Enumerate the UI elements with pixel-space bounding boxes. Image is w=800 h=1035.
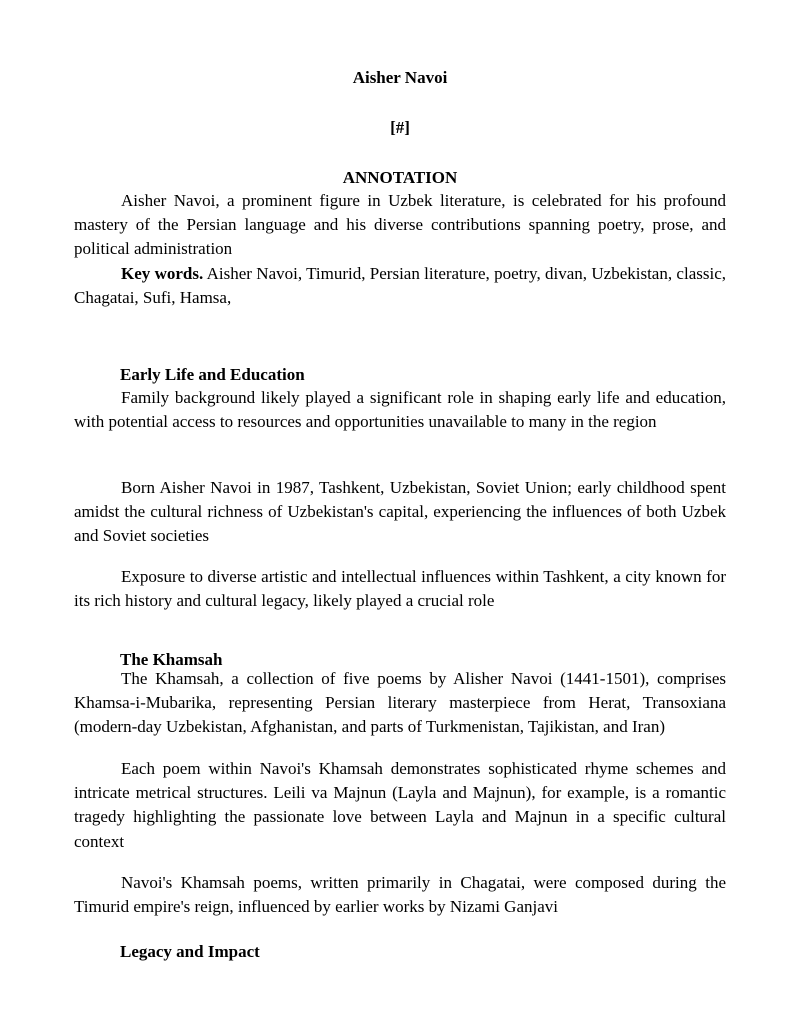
early-life-paragraph-1: Family background likely played a significant role in shaping early life and education, with potential access to resources and opportunities unavailable to many in the region (74, 388, 726, 432)
section-heading-khamsah: The Khamsah (120, 650, 223, 669)
early-life-paragraph-2: Born Aisher Navoi in 1987, Tashkent, Uzbekistan, Soviet Union; early childhood spent amidst the cultural richness of Uzbekistan's capital, experiencing the influences of both Uzbek and Soviet societies (74, 478, 726, 546)
document-title: Aisher Navoi (352, 68, 448, 87)
annotation-paragraph: Aisher Navoi, a prominent figure in Uzbek literature, is celebrated for his profound mastery of the Persian language and his diverse contributions spanning poetry, prose, and political administration (74, 191, 726, 259)
keywords-label: Key words. (121, 264, 204, 283)
keywords-paragraph (74, 262, 726, 310)
keywords-text: Aisher Navoi, Timurid, Persian literature, poetry, divan, Uzbekistan, classic, Chagatai, Sufi, Hamsa, (74, 264, 726, 308)
section-heading-legacy: Legacy and Impact (120, 942, 260, 961)
khamsah-paragraph-2: Each poem within Navoi's Khamsah demonstrates sophisticated rhyme schemes and intricate metrical structures. Leili va Majnun (Layla and Majnun), for example, is a romantic tragedy highlighting the passionate love between Layla and Majnun in a specific cultural context (74, 759, 726, 851)
section-heading-early-life: Early Life and Education (120, 365, 305, 384)
annotation-heading: ANNOTATION (342, 168, 458, 187)
khamsah-paragraph-1: The Khamsah, a collection of five poems by Alisher Navoi (1441-1501), comprises Khamsa-i-Mubarika, representing Persian literary masterpiece from Herat, Transoxiana (modern-day Uzbekistan, Afghanistan, and parts of Turkmenistan, Tajikistan, and Iran) (74, 669, 726, 737)
document-code: [#] (390, 118, 410, 137)
khamsah-paragraph-3: Navoi's Khamsah poems, written primarily in Chagatai, were composed during the Timurid empire's reign, influenced by earlier works by Nizami Ganjavi (74, 873, 726, 917)
early-life-paragraph-3: Exposure to diverse artistic and intellectual influences within Tashkent, a city known for its rich history and cultural legacy, likely played a crucial role (74, 567, 726, 611)
